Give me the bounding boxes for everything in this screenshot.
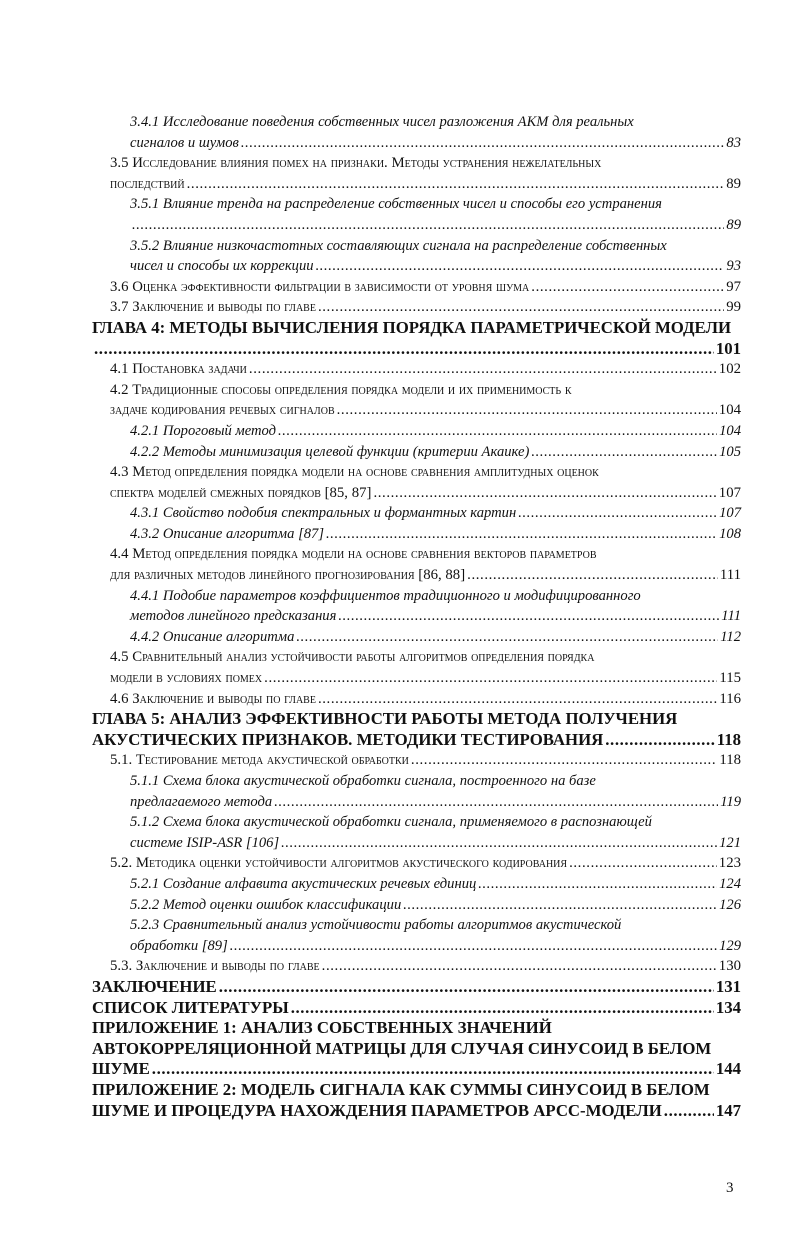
toc-line (130, 586, 741, 607)
toc-entry (0, 853, 799, 874)
toc-line (130, 524, 741, 545)
toc-page-number: 124 (719, 875, 741, 892)
toc-entry-title: сигналов и шумов (130, 134, 239, 151)
toc-entry-title: 4.4.2 Описание алгоритма (130, 628, 295, 645)
dot-leader (326, 524, 717, 545)
toc-entry (0, 689, 799, 710)
toc-entry-title: системе ISIP-ASR [106] (130, 834, 280, 851)
toc-line (92, 339, 741, 360)
toc-line (92, 730, 741, 751)
toc-entry (0, 709, 799, 750)
toc-entry (0, 462, 799, 503)
toc-entry-title: АКУСТИЧЕСКИХ ПРИЗНАКОВ. МЕТОДИКИ ТЕСТИРОВАНИЯ (92, 729, 604, 749)
toc-page-number: 118 (716, 729, 741, 749)
toc-entry (0, 812, 799, 853)
toc-page-number: 115 (719, 670, 741, 687)
toc-page-number: 116 (719, 690, 741, 707)
toc-entry-title: 4.1 Постановка задачи (110, 361, 247, 378)
toc-page-number: 97 (726, 278, 741, 295)
dot-leader (337, 400, 717, 421)
toc-entry (0, 318, 799, 359)
toc-entry (0, 647, 799, 688)
toc-entry-title: СПИСОК ЛИТЕРАТУРЫ (92, 997, 289, 1017)
toc-page-number: 121 (719, 834, 741, 851)
toc-entry-title: 3.5.2 Влияние низкочастотных составляющих сигнала на распределение собственных (130, 237, 667, 254)
toc-page-number: 147 (715, 1100, 741, 1120)
dot-leader (531, 277, 724, 298)
dot-leader (241, 133, 725, 154)
dot-leader (531, 442, 717, 463)
dot-leader (318, 297, 724, 318)
toc-line (92, 1039, 741, 1060)
toc-entry (0, 442, 799, 463)
toc-page-number: 119 (720, 793, 741, 810)
dot-leader (664, 1101, 714, 1122)
toc-entry-title: 3.5 Исследование влияния помех на признаки. Методы устранения нежелательных (110, 155, 602, 172)
toc-entry-title: 3.5.1 Влияние тренда на распределение собственных чисел и способы его устранения (130, 196, 662, 213)
dot-leader (467, 565, 718, 586)
toc-line (130, 606, 741, 627)
toc-line (92, 318, 741, 339)
dot-leader (264, 668, 717, 689)
toc-entry (0, 297, 799, 318)
toc-line (110, 380, 741, 401)
toc-entry (0, 112, 799, 153)
toc-page-number: 112 (720, 628, 741, 645)
dot-leader (296, 627, 718, 648)
toc-line (110, 297, 741, 318)
table-of-contents (0, 112, 799, 1121)
toc-entry-title: 5.2. Методика оценки устойчивости алгоритмов акустического кодирования (110, 855, 568, 872)
toc-page-number: 89 (726, 216, 741, 233)
toc-line (110, 668, 741, 689)
toc-line (130, 421, 741, 442)
dot-leader (278, 421, 717, 442)
toc-line (110, 853, 741, 874)
dot-leader (403, 895, 717, 916)
toc-entry (0, 915, 799, 956)
toc-entry-title: 3.6 Оценка эффективности фильтрации в зависимости от уровня шума (110, 278, 530, 295)
toc-line (130, 936, 741, 957)
toc-page-number: 111 (719, 567, 741, 584)
toc-page-number: 93 (726, 258, 741, 275)
toc-line (130, 215, 741, 236)
toc-line (92, 1101, 741, 1122)
toc-line (130, 812, 741, 833)
toc-entry-title: 3.4.1 Исследование поведения собственных чисел разложения АКМ для реальных (130, 114, 634, 130)
toc-entry (0, 359, 799, 380)
toc-line (110, 956, 741, 977)
toc-page-number: 107 (719, 505, 741, 522)
toc-entry-title: 4.6 Заключение и выводы по главе (110, 690, 316, 707)
toc-entry-title: 4.2.1 Пороговый метод (130, 422, 277, 439)
dot-leader (338, 606, 719, 627)
toc-line (92, 1059, 741, 1080)
toc-line (110, 689, 741, 710)
toc-page-number: 83 (726, 134, 741, 151)
toc-entry (0, 524, 799, 545)
toc-entry (0, 586, 799, 627)
toc-line (130, 833, 741, 854)
toc-page-number: 89 (726, 175, 741, 192)
toc-page-number: 99 (726, 299, 741, 316)
toc-page-number: 126 (719, 896, 741, 913)
toc-line (92, 1080, 741, 1101)
toc-entry (0, 503, 799, 524)
toc-line (130, 792, 741, 813)
toc-line (110, 544, 741, 565)
toc-page-number: 107 (718, 484, 741, 501)
toc-page-number: 131 (715, 976, 741, 996)
toc-line (130, 442, 741, 463)
toc-entry-title: задаче кодирования речевых сигналов (110, 402, 335, 419)
toc-page-number: 123 (718, 855, 741, 872)
dot-leader (132, 215, 724, 236)
toc-entry-title: 4.3.1 Свойство подобия спектральных и формантных картин (130, 505, 517, 522)
toc-entry-title: АВТОКОРРЕЛЯЦИОННОЙ МАТРИЦЫ ДЛЯ СЛУЧАЯ СИНУСОИД В БЕЛОМ (92, 1038, 712, 1058)
dot-leader (478, 874, 717, 895)
toc-line (130, 895, 741, 916)
toc-entry-title: 5.2.3 Сравнительный анализ устойчивости работы алгоритмов акустической (130, 917, 622, 934)
dot-leader (318, 689, 717, 710)
toc-entry-title: 4.4 Метод определения порядка модели на основе сравнения векторов параметров (110, 546, 597, 563)
toc-line (130, 627, 741, 648)
toc-entry (0, 236, 799, 277)
toc-entry-title: ПРИЛОЖЕНИЕ 1: АНАЛИЗ СОБСТВЕННЫХ ЗНАЧЕНИЙ (92, 1018, 552, 1038)
toc-line (130, 771, 741, 792)
toc-line (130, 915, 741, 936)
toc-entry-title: методов линейного предсказания (130, 608, 337, 625)
dot-leader (230, 936, 717, 957)
toc-entry-title: ЗАКЛЮЧЕНИЕ (92, 976, 217, 996)
toc-entry-title: спектра моделей смежных порядков [85, 87] (110, 484, 372, 501)
toc-entry-title: чисел и способы их коррекции (130, 258, 314, 275)
toc-entry-title: предлагаемого метода (130, 793, 273, 810)
toc-entry (0, 627, 799, 648)
toc-page-number: 130 (718, 958, 741, 975)
dot-leader (316, 256, 725, 277)
toc-entry-title: 4.4.1 Подобие параметров коэффициентов традиционного и модифицированного (130, 587, 641, 604)
toc-line (110, 400, 741, 421)
dot-leader (219, 977, 714, 998)
toc-entry (0, 998, 799, 1019)
toc-line (110, 462, 741, 483)
dot-leader (373, 483, 716, 504)
toc-page-number: 104 (719, 422, 741, 439)
toc-entry-title: ШУМЕ (92, 1059, 150, 1079)
toc-entry-title: 5.1. Тестирование метода акустической обработки (110, 752, 409, 769)
toc-line (92, 1018, 741, 1039)
toc-entry (0, 895, 799, 916)
toc-page-number: 134 (715, 997, 741, 1017)
dot-leader (187, 174, 725, 195)
dot-leader (152, 1059, 714, 1080)
toc-line (130, 194, 741, 215)
toc-line (110, 565, 741, 586)
toc-page-number: 102 (718, 361, 741, 378)
toc-entry-title: 5.2.2 Метод оценки ошибок классификации (130, 896, 402, 913)
toc-line (110, 750, 741, 771)
toc-entry-title: для различных методов линейного прогнозирования [86, 88] (110, 567, 466, 584)
dot-leader (569, 853, 717, 874)
toc-entry-title: 5.2.1 Создание алфавита акустических речевых единиц (130, 875, 477, 892)
dot-leader (518, 503, 717, 524)
toc-entry-title: последствий (110, 175, 185, 192)
toc-entry-title: 4.2.2 Методы минимизация целевой функции (критерии Акаике) (130, 443, 530, 460)
toc-entry-title: ПРИЛОЖЕНИЕ 2: МОДЕЛЬ СИГНАЛА КАК СУММЫ СИНУСОИД В БЕЛОМ (92, 1079, 710, 1099)
toc-entry (0, 380, 799, 421)
toc-entry-title: обработки [89] (130, 937, 228, 954)
toc-entry (0, 421, 799, 442)
dot-leader (274, 792, 718, 813)
dot-leader (411, 750, 717, 771)
toc-entry (0, 874, 799, 895)
toc-entry-title: ГЛАВА 5: АНАЛИЗ ЭФФЕКТИВНОСТИ РАБОТЫ МЕТОДА ПОЛУЧЕНИЯ (92, 709, 678, 729)
toc-entry-title: 4.2 Традиционные способы определения порядка модели и их применимость к (110, 381, 572, 398)
toc-entry (0, 277, 799, 298)
toc-entry-title: 4.3.2 Описание алгоритма [87] (130, 525, 325, 542)
dot-leader (605, 730, 715, 751)
toc-entry (0, 1080, 799, 1121)
toc-entry (0, 153, 799, 194)
toc-line (92, 977, 741, 998)
toc-entry-title: 3.7 Заключение и выводы по главе (110, 299, 316, 316)
toc-page-number: 104 (718, 402, 741, 419)
toc-entry (0, 977, 799, 998)
toc-entry-title: 4.5 Сравнительный анализ устойчивости работы алгоритмов определения порядка (110, 649, 595, 666)
toc-page-number: 144 (715, 1059, 741, 1079)
toc-page-number: 105 (719, 443, 741, 460)
toc-entry-title: ШУМЕ И ПРОЦЕДУРА НАХОЖДЕНИЯ ПАРАМЕТРОВ АРСС-МОДЕЛИ (92, 1100, 662, 1120)
toc-line (110, 483, 741, 504)
toc-entry-title: ГЛАВА 4: МЕТОДЫ ВЫЧИСЛЕНИЯ ПОРЯДКА ПАРАМЕТРИЧЕСКОЙ МОДЕЛИ (92, 317, 732, 337)
toc-line (110, 359, 741, 380)
dot-leader (281, 833, 717, 854)
page-number: 3 (726, 1180, 734, 1196)
toc-line (110, 277, 741, 298)
toc-page-number: 129 (719, 937, 741, 954)
toc-line (92, 998, 741, 1019)
toc-page-number: 111 (721, 608, 741, 625)
toc-line (130, 236, 741, 257)
toc-page-number: 101 (715, 338, 741, 358)
toc-entry (0, 194, 799, 235)
toc-entry-title: 5.1.2 Схема блока акустической обработки сигнала, применяемого в распознающей (130, 814, 652, 831)
toc-line (130, 133, 741, 154)
toc-entry (0, 771, 799, 812)
toc-line (130, 112, 741, 133)
toc-entry-title: 5.1.1 Схема блока акустической обработки сигнала, построенного на базе (130, 773, 596, 789)
toc-line (130, 256, 741, 277)
toc-line (130, 503, 741, 524)
toc-entry-title: 5.3. Заключение и выводы по главе (110, 958, 320, 975)
dot-leader (322, 956, 717, 977)
toc-line (110, 153, 741, 174)
toc-entry (0, 956, 799, 977)
toc-entry (0, 544, 799, 585)
toc-entry-title: модели в условиях помех (110, 670, 263, 687)
toc-page-number: 118 (719, 752, 741, 769)
dot-leader (291, 998, 714, 1019)
toc-entry (0, 1018, 799, 1080)
toc-line (110, 174, 741, 195)
toc-line (92, 709, 741, 730)
dot-leader (249, 359, 717, 380)
toc-line (130, 874, 741, 895)
toc-entry-title: 4.3 Метод определения порядка модели на основе сравнения амплитудных оценок (110, 464, 599, 481)
dot-leader (94, 339, 714, 360)
toc-page-number: 108 (719, 525, 741, 542)
toc-entry (0, 750, 799, 771)
toc-line (110, 647, 741, 668)
